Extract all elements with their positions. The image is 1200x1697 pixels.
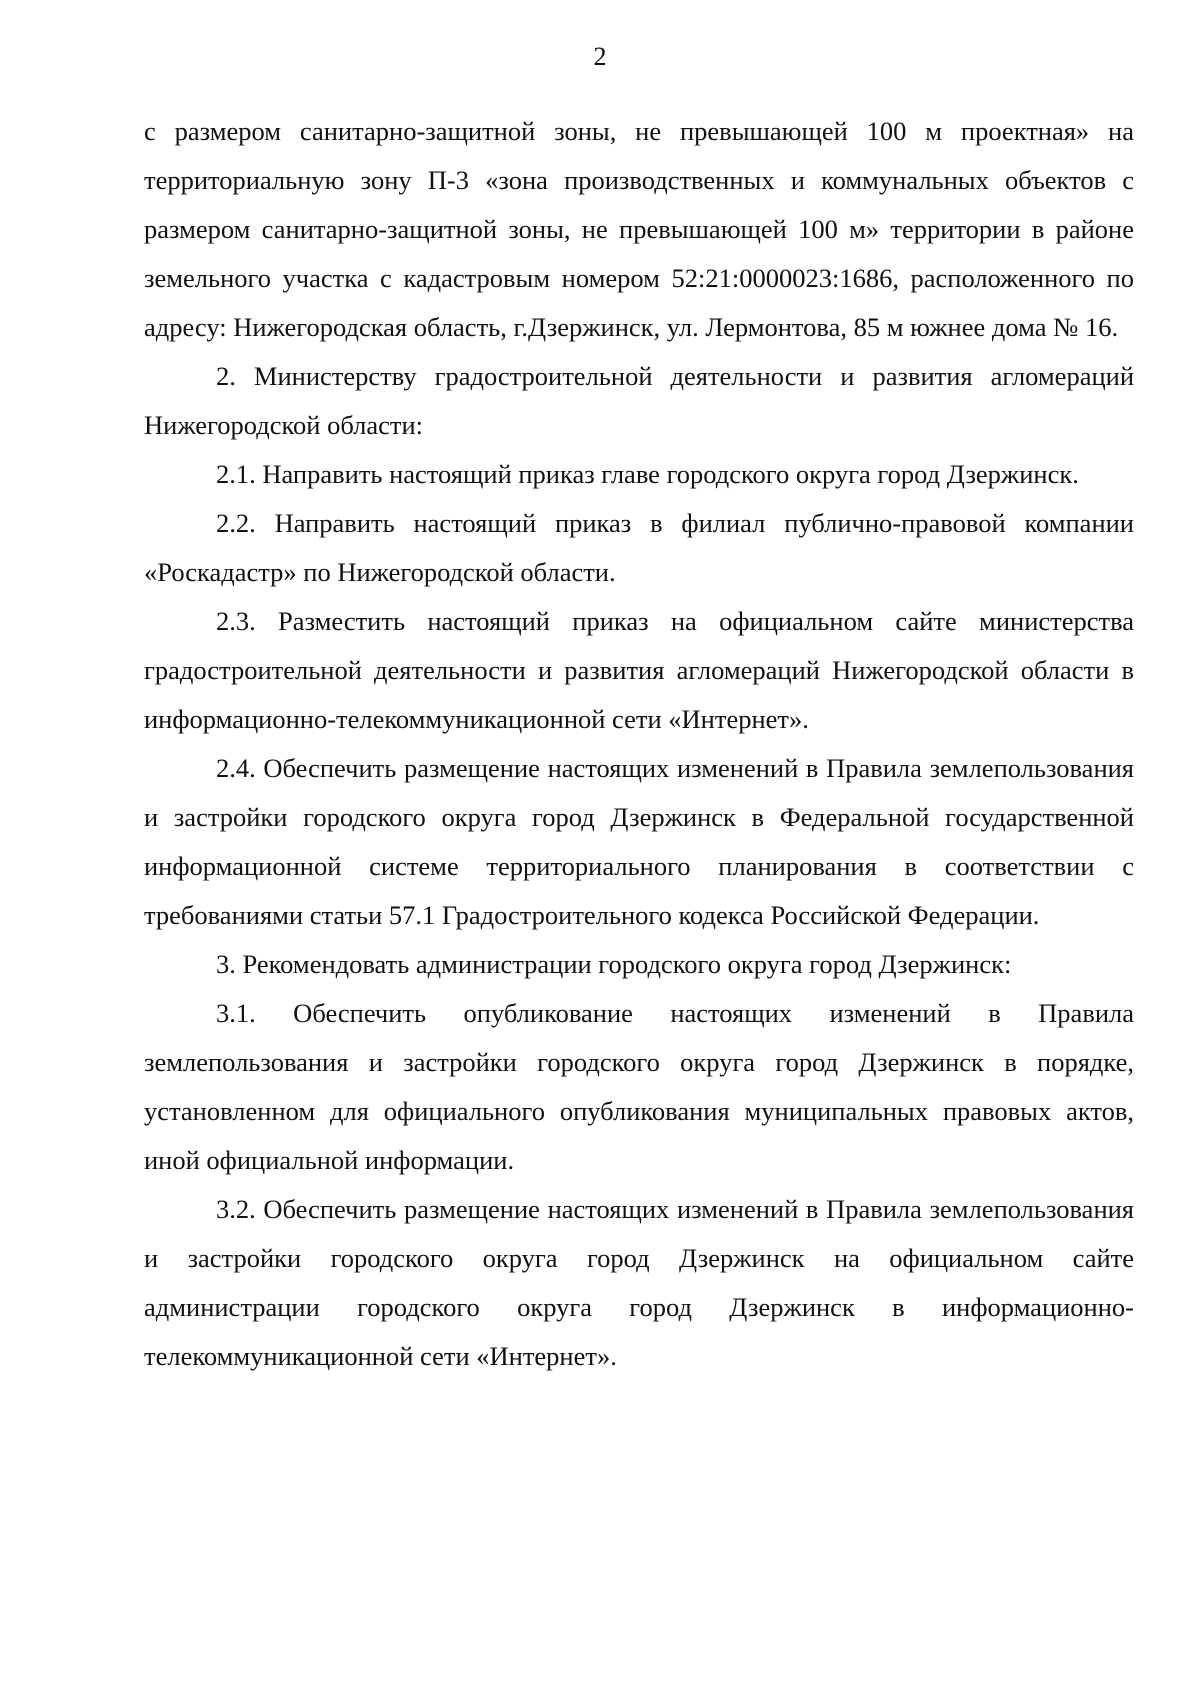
paragraph-item-3-1: 3.1. Обеспечить опубликование настоящих изменений в Правила землепользования и застройки городского округа город Дзержинск в порядке, установленном для официального опубликования муниципальных правовых актов, иной официальной информации. [144,998,1134,1175]
page-number: 2 [593,42,607,71]
paragraph-item-2-4: 2.4. Обеспечить размещение настоящих изменений в Правила землепользования и застройки городского округа город Дзержинск в Федеральной государственной информационной системе территориального планирования в соответствии с требованиями статьи 57.1 Градостроительного кодекса Российской Федерации. [144,753,1134,930]
paragraph-item-2-3: 2.3. Разместить настоящий приказ на официальном сайте министерства градостроительной деятельности и развития агломераций Нижегородской области в информационно-телекоммуникационной сети «Интернет». [144,606,1134,734]
document-body [144,107,1134,1381]
paragraph-item-3: 3. Рекомендовать администрации городского округа город Дзержинск: [216,949,1012,979]
paragraph-item-2-1: 2.1. Направить настоящий приказ главе городского округа город Дзержинск. [216,459,1079,489]
paragraph-continuation: с размером санитарно-защитной зоны, не превышающей 100 м проектная» на территориальную зону П-3 «зона производственных и коммунальных объектов с размером санитарно-защитной зоны, не превышающей 100 м» территории в районе земельного участка с кадастровым номером 52:21:0000023:1686, расположенного по адресу: Нижегородская область, г.Дзержинск, ул. Лермонтова, 85 м южнее дома № 16. [144,116,1134,342]
paragraph-item-2: 2. Министерству градостроительной деятельности и развития агломераций Нижегородской области: [144,361,1134,440]
paragraph-item-3-2: 3.2. Обеспечить размещение настоящих изменений в Правила землепользования и застройки городского округа город Дзержинск на официальном сайте администрации городского округа город Дзержинск в информационно-телекоммуникационной сети «Интернет». [144,1194,1134,1371]
paragraph-item-2-2: 2.2. Направить настоящий приказ в филиал публично-правовой компании «Роскадастр» по Нижегородской области. [144,508,1134,587]
